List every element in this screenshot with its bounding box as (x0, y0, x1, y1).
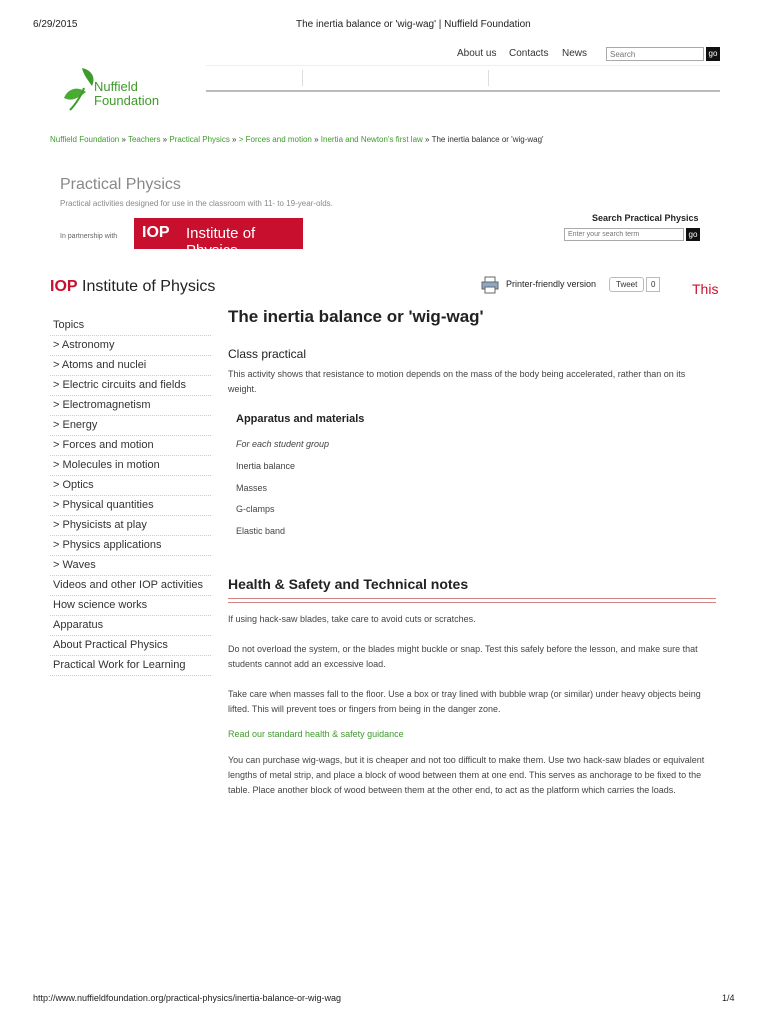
printer-friendly-link[interactable]: Printer-friendly version (506, 279, 597, 289)
sidebar-nav (50, 316, 211, 676)
iop-badge-abbr: IOP (142, 224, 170, 241)
sidebar-item-optics[interactable]: > Optics (50, 476, 211, 496)
sidebar-item-physicists[interactable]: > Physicists at play (50, 516, 211, 536)
hs-paragraph: Do not overload the system, or the blades might buckle or snap. Test this safely before the lesson, and make sure that students cannot add an excessive load. (228, 644, 698, 669)
breadcrumb-link[interactable]: Teachers (127, 135, 161, 144)
menu-divider (488, 70, 489, 86)
sidebar-item-how-science[interactable]: How science works (50, 596, 211, 616)
printer-icon[interactable] (481, 276, 499, 294)
nav-news-link[interactable]: News (562, 48, 588, 59)
footer-page-number: 1/4 (722, 993, 735, 1003)
sidebar-item-electromagnetism[interactable]: > Electromagnetism (50, 396, 211, 416)
sidebar-item-atoms[interactable]: > Atoms and nuclei (50, 356, 211, 376)
sidebar-item-apparatus[interactable]: Apparatus (50, 616, 211, 636)
cut-off-banner: This (692, 281, 719, 297)
sidebar-item-applications[interactable]: > Physics applications (50, 536, 211, 556)
breadcrumb-link[interactable]: Inertia and Newton's first law (320, 135, 423, 144)
breadcrumb-link[interactable]: > Forces and motion (238, 135, 312, 144)
apparatus-heading: Apparatus and materials (236, 413, 365, 425)
hs-paragraph: If using hack-saw blades, take care to avoid cuts or scratches. (228, 614, 476, 624)
sidebar-item-about[interactable]: About Practical Physics (50, 636, 211, 656)
intro-text: This activity shows that resistance to motion depends on the mass of the body being accelerated, rather than on its weight. (228, 369, 686, 394)
section-subtitle: Practical activities designed for use in the classroom with 11- to 19-year-olds. (60, 199, 333, 208)
pp-search-go-button[interactable]: go (686, 228, 700, 241)
main-menu-bar (206, 65, 720, 92)
class-practical-heading: Class practical (228, 347, 307, 361)
print-date: 6/29/2015 (33, 19, 78, 30)
tweet-count: 0 (646, 277, 660, 292)
sidebar-item-molecules[interactable]: > Molecules in motion (50, 456, 211, 476)
nuffield-logo-text[interactable] (94, 80, 159, 108)
heading-divider (228, 598, 716, 603)
pp-search-input[interactable] (564, 228, 684, 241)
breadcrumb-current: The inertia balance or 'wig-wag' (431, 135, 544, 144)
sidebar-item-forces[interactable]: > Forces and motion (50, 436, 211, 456)
apparatus-item: Masses (236, 483, 268, 493)
sidebar-item-videos[interactable]: Videos and other IOP activities (50, 576, 211, 596)
breadcrumb-link[interactable]: Practical Physics (169, 135, 230, 144)
tweet-button[interactable]: Tweet (609, 277, 644, 292)
sidebar-item-electric[interactable]: > Electric circuits and fields (50, 376, 211, 396)
iop-logo-abbr: IOP (50, 278, 78, 295)
site-search-go-button[interactable]: go (706, 47, 720, 61)
apparatus-item: Inertia balance (236, 461, 296, 471)
section-title: Practical Physics (60, 176, 181, 193)
sidebar-item-topics[interactable]: Topics (50, 316, 211, 336)
iop-badge-name: Institute of Physics (186, 225, 256, 259)
pp-search-label: Search Practical Physics (592, 213, 699, 223)
logo-line-2: Foundation (94, 93, 160, 108)
hs-paragraph: Take care when masses fall to the floor. Use a box or tray lined with bubble wrap (or similar) under heavy objects being lifted. This will prevent toes or fingers from being in the danger zone. (228, 689, 701, 714)
breadcrumb-link[interactable]: Nuffield Foundation (50, 135, 120, 144)
breadcrumb: Nuffield Foundation » Teachers » Practical Physics » > Forces and motion » Inertia and Newton's first law » The inertia balance or 'wig-wag' (50, 135, 544, 144)
page-title: The inertia balance or 'wig-wag' (228, 307, 484, 326)
sidebar-item-quantities[interactable]: > Physical quantities (50, 496, 211, 516)
site-search-input[interactable] (606, 47, 704, 61)
apparatus-note: For each student group (236, 439, 330, 449)
partnership-label: In partnership with (60, 233, 118, 240)
hs-guidance-link[interactable]: Read our standard health & safety guidance (228, 729, 404, 739)
construction-paragraph: You can purchase wig-wags, but it is cheaper and not too difficult to make them. Use two hack-saw blades or equivalent lengths of metal strip, and place a block of wood between them at one end. This serves as anchorage to be fixed to the table. Place another block of wood between them at the other end, to act as the platform which carries the loads. (228, 755, 705, 795)
health-safety-heading: Health & Safety and Technical notes (228, 576, 469, 592)
apparatus-item: G-clamps (236, 504, 275, 514)
nav-about-link[interactable]: About us (457, 48, 497, 59)
iop-logo-name: Institute of Physics (82, 278, 216, 295)
nav-contacts-link[interactable]: Contacts (509, 48, 549, 59)
menu-divider (302, 70, 303, 86)
print-title: The inertia balance or 'wig-wag' | Nuffield Foundation (296, 19, 531, 30)
logo-line-1: Nuffield (94, 79, 138, 94)
footer-url: http://www.nuffieldfoundation.org/practical-physics/inertia-balance-or-wig-wag (33, 993, 341, 1003)
sidebar-item-waves[interactable]: > Waves (50, 556, 211, 576)
sidebar-item-astronomy[interactable]: > Astronomy (50, 336, 211, 356)
apparatus-item: Elastic band (236, 526, 286, 536)
sidebar-item-energy[interactable]: > Energy (50, 416, 211, 436)
iop-partner-badge[interactable] (134, 218, 303, 259)
sidebar-item-practical-work[interactable]: Practical Work for Learning (50, 656, 211, 676)
iop-logo[interactable] (50, 278, 215, 296)
